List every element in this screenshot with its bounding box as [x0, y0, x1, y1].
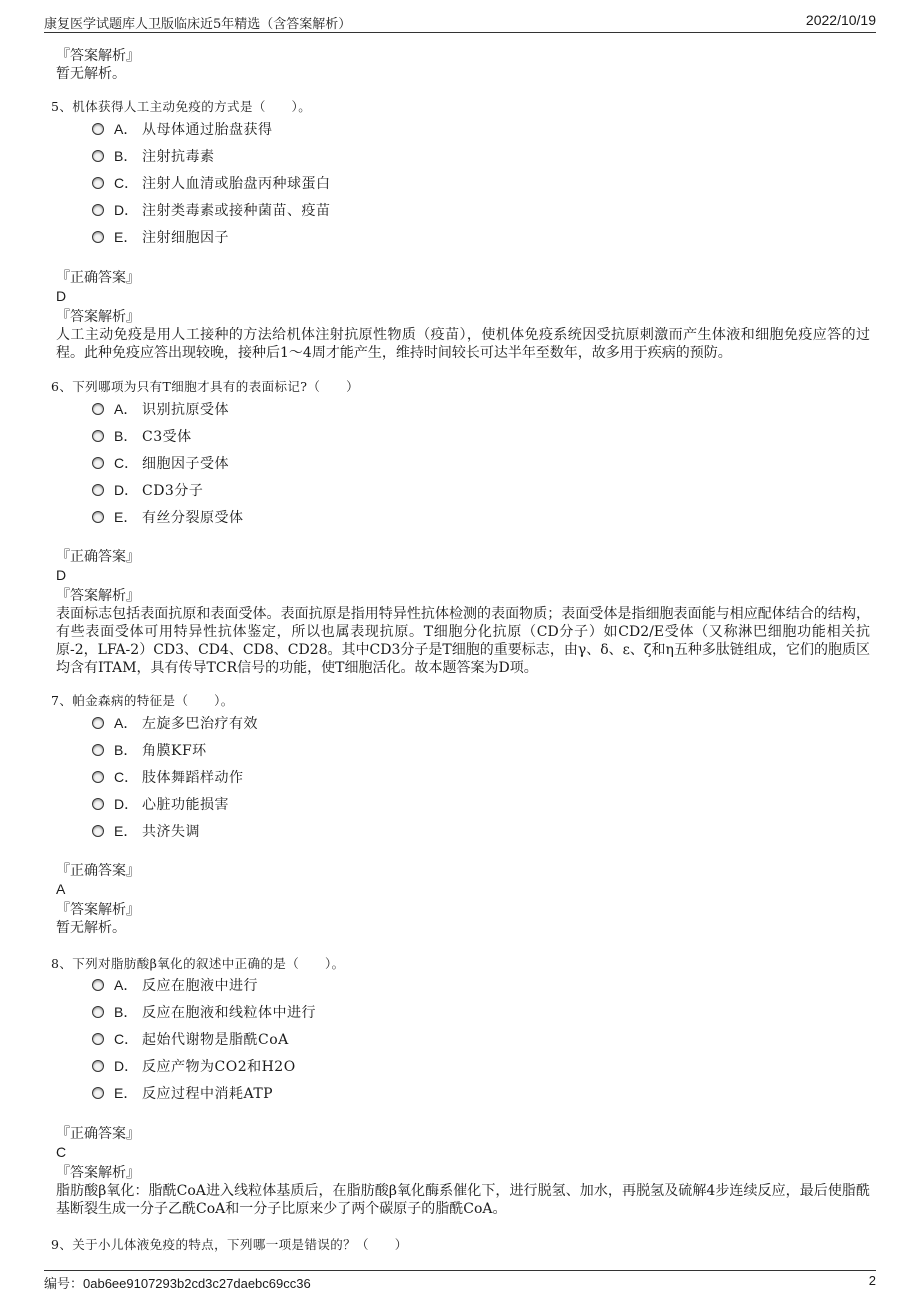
radio-button[interactable]	[92, 177, 104, 189]
radio-button[interactable]	[92, 1033, 104, 1045]
option-text: C3受体	[142, 429, 192, 445]
option-text: 注射人血清或胎盘丙种球蛋白	[142, 176, 331, 192]
analysis-label: 『答案解析』	[56, 902, 140, 918]
radio-button[interactable]	[92, 744, 104, 756]
radio-button[interactable]	[92, 204, 104, 216]
option-letter: A．	[114, 977, 138, 993]
option-letter: E．	[114, 1085, 138, 1101]
option-text: 反应在胞液中进行	[142, 978, 258, 994]
option-text: 注射类毒素或接种菌苗、疫苗	[142, 203, 331, 219]
radio-button[interactable]	[92, 825, 104, 837]
answer-label: 『正确答案』	[56, 549, 140, 565]
answer-block	[56, 269, 870, 362]
document-date: 2022/10/19	[805, 12, 876, 28]
radio-button[interactable]	[92, 403, 104, 415]
analysis-text: 脂肪酸β氧化：脂酰CoA进入线粒体基质后，在脂肪酸β氧化酶系催化下，进行脱氢、加水，再脱氢及硫解4步连续反应，最后使脂酰基断裂生成一分子乙酰CoA和一分子比原来少了两个碳原子的脂酰CoA。	[56, 1183, 870, 1217]
question-stem: 6、下列哪项为只有T细胞才具有的表面标记?（ ）	[51, 379, 359, 394]
page-header	[44, 12, 876, 33]
question-stem: 9、关于小儿体液免疫的特点，下列哪一项是错误的？（ ）	[51, 1237, 408, 1252]
option-letter: C．	[114, 455, 139, 471]
radio-button[interactable]	[92, 1006, 104, 1018]
option-letter: D．	[114, 202, 139, 218]
analysis-text: 暂无解析。	[56, 66, 126, 82]
radio-button[interactable]	[92, 457, 104, 469]
answer-block	[56, 1125, 870, 1218]
radio-button[interactable]	[92, 979, 104, 991]
question-stem: 8、下列对脂肪酸β氧化的叙述中正确的是（ ）。	[51, 956, 345, 971]
correct-answer: C	[56, 1144, 67, 1160]
option-text: CD3分子	[142, 483, 204, 499]
option-text: 共济失调	[142, 824, 200, 840]
option-text: 注射细胞因子	[142, 230, 229, 246]
answer-block	[56, 548, 870, 677]
option-letter: D．	[114, 796, 139, 812]
correct-answer: A	[56, 881, 66, 897]
option-letter: A．	[114, 121, 138, 137]
radio-button[interactable]	[92, 150, 104, 162]
option-letter: E．	[114, 229, 138, 245]
option-letter: D．	[114, 482, 139, 498]
option-letter: A．	[114, 401, 138, 417]
option-text: 有丝分裂原受体	[142, 510, 244, 526]
option-text: 反应在胞液和线粒体中进行	[142, 1005, 316, 1021]
option-letter: C．	[114, 175, 139, 191]
option-text: 从母体通过胎盘获得	[142, 122, 273, 138]
option-text: 左旋多巴治疗有效	[142, 716, 258, 732]
option-letter: D．	[114, 1058, 139, 1074]
radio-button[interactable]	[92, 484, 104, 496]
radio-button[interactable]	[92, 717, 104, 729]
analysis-label: 『答案解析』	[56, 48, 140, 64]
option-text: 肢体舞蹈样动作	[142, 770, 244, 786]
option-text: 注射抗毒素	[142, 149, 215, 165]
option-letter: C．	[114, 1031, 139, 1047]
correct-answer: D	[56, 288, 67, 304]
radio-button[interactable]	[92, 1060, 104, 1072]
option-text: 起始代谢物是脂酰CoA	[142, 1032, 289, 1048]
analysis-text: 暂无解析。	[56, 920, 126, 936]
answer-block	[56, 862, 870, 937]
analysis-text: 表面标志包括表面抗原和表面受体。表面抗原是指用特异性抗体检测的表面物质；表面受体是指细胞表面能与相应配体结合的结构，有些表面受体可用特异性抗体鉴定，所以也属表现抗原。T细胞分化抗原（CD分子）如CD2/E受体（又称淋巴细胞功能相关抗原-2，LFA-2）CD3、CD4、CD8、CD28。其中CD3分子是T细胞的重要标志，由γ、δ、ε、ζ和η五种多肽链组成，它们的胞质区均含有ITAM，具有传导TCR信号的功能，使T细胞活化。故本题答案为D项。	[56, 606, 870, 676]
page-footer	[44, 1270, 876, 1291]
answer-label: 『正确答案』	[56, 270, 140, 286]
correct-answer: D	[56, 567, 67, 583]
option-text: 细胞因子受体	[142, 456, 229, 472]
radio-button[interactable]	[92, 798, 104, 810]
analysis-label: 『答案解析』	[56, 588, 140, 604]
prev-analysis	[56, 47, 870, 83]
radio-button[interactable]	[92, 430, 104, 442]
question-stem: 5、机体获得人工主动免疫的方式是（ ）。	[51, 99, 312, 114]
analysis-text: 人工主动免疫是用人工接种的方法给机体注射抗原性物质（疫苗），使机体免疫系统因受抗原刺激而产生体液和细胞免疫应答的过程。此种免疫应答出现较晚，接种后1～4周才能产生，维持时间较长可达半年至数年，故多用于疾病的预防。	[56, 327, 870, 361]
answer-label: 『正确答案』	[56, 863, 140, 879]
option-letter: B．	[114, 742, 138, 758]
radio-button[interactable]	[92, 123, 104, 135]
option-text: 反应产物为CO2和H2O	[142, 1059, 296, 1075]
option-text: 心脏功能损害	[142, 797, 229, 813]
option-letter: E．	[114, 823, 138, 839]
document-title: 康复医学试题库人卫版临床近5年精选（含答案解析）	[44, 17, 352, 32]
radio-button[interactable]	[92, 1087, 104, 1099]
radio-button[interactable]	[92, 771, 104, 783]
option-letter: C．	[114, 769, 139, 785]
option-letter: E．	[114, 509, 138, 525]
document-code: 编号：0ab6ee9107293b2cd3c27daebc69cc36	[44, 1276, 311, 1291]
option-text: 反应过程中消耗ATP	[142, 1086, 274, 1102]
option-text: 识别抗原受体	[142, 402, 229, 418]
answer-label: 『正确答案』	[56, 1126, 140, 1142]
option-letter: B．	[114, 148, 138, 164]
option-text: 角膜KF环	[142, 743, 207, 759]
radio-button[interactable]	[92, 231, 104, 243]
option-letter: B．	[114, 1004, 138, 1020]
question-stem: 7、帕金森病的特征是（ ）。	[51, 693, 234, 708]
analysis-label: 『答案解析』	[56, 1165, 140, 1181]
option-letter: B．	[114, 428, 138, 444]
analysis-label: 『答案解析』	[56, 309, 140, 325]
page-number: 2	[868, 1273, 876, 1288]
option-letter: A．	[114, 715, 138, 731]
radio-button[interactable]	[92, 511, 104, 523]
